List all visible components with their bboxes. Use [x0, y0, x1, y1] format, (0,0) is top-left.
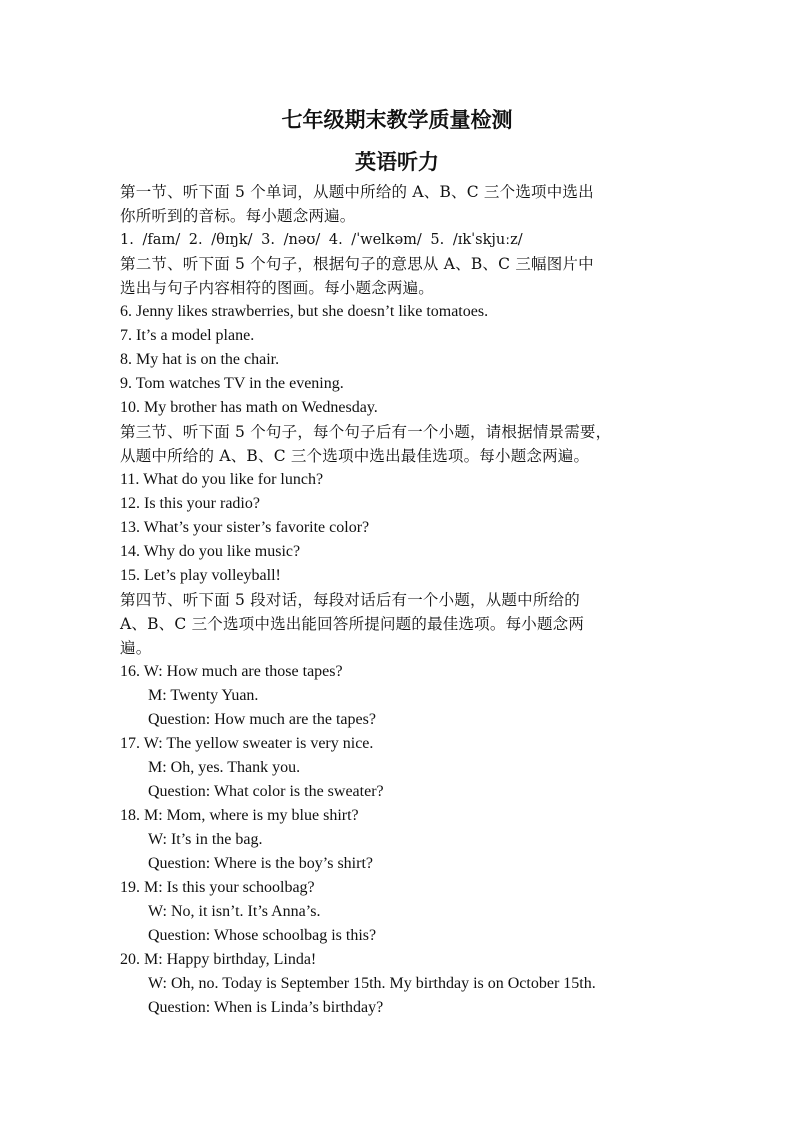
- dialog-17: [120, 732, 680, 804]
- dialog-second-line: W: It’s in the bag.: [148, 831, 263, 848]
- question-item: 13. What’s your sister’s favorite color?: [120, 519, 370, 536]
- dialog-second-line: M: Oh, yes. Thank you.: [148, 759, 301, 776]
- dialog-second-line: M: Twenty Yuan.: [148, 687, 259, 704]
- dialog-question: Question: Where is the boy’s shirt?: [148, 855, 373, 872]
- section2-heading-line1: 第二节、听下面 5 个句子，根据句子的意思从 A、B、C 三幅图片中: [120, 255, 594, 273]
- document-body: [120, 180, 680, 1020]
- section1-phonetics: 1. /faɪn/ 2. /θɪŋk/ 3. /nəʊ/ 4. /ˈwelkəm/ 5. /ɪkˈskjuːz/: [120, 232, 523, 248]
- section4-heading-line1: 第四节、听下面 5 段对话，每段对话后有一个小题，从题中所给的: [120, 591, 580, 609]
- dialog-question: Question: When is Linda’s birthday?: [148, 999, 384, 1016]
- question-item: 11. What do you like for lunch?: [120, 471, 324, 488]
- page-title: 七年级期末教学质量检测: [281, 107, 513, 132]
- dialog-question: Question: What color is the sweater?: [148, 783, 384, 800]
- section3-heading-line2: 从题中所给的 A、B、C 三个选项中选出最佳选项。每小题念两遍。: [120, 447, 590, 465]
- section4-heading-line2: A、B、C 三个选项中选出能回答所提问题的最佳选项。每小题念两: [120, 615, 585, 633]
- page-subtitle: 英语听力: [355, 149, 439, 174]
- dialog-second-line: W: Oh, no. Today is September 15th. My birthday is on October 15th.: [148, 975, 596, 992]
- dialog-first-line: 20. M: Happy birthday, Linda!: [120, 951, 317, 968]
- dialog-19: [120, 876, 680, 948]
- section2-heading-line2: 选出与句子内容相符的图画。每小题念两遍。: [120, 279, 435, 297]
- dialog-question: Question: Whose schoolbag is this?: [148, 927, 377, 944]
- question-item: 8. My hat is on the chair.: [120, 351, 280, 368]
- question-item: 12. Is this your radio?: [120, 495, 260, 512]
- section3-heading-line1: 第三节、听下面 5 个句子，每个句子后有一个小题，请根据情景需要，: [120, 423, 612, 441]
- question-item: 14. Why do you like music?: [120, 543, 301, 560]
- section1-heading-line1: 第一节、听下面 5 个单词，从题中所给的 A、B、C 三个选项中选出: [120, 183, 594, 201]
- question-item: 10. My brother has math on Wednesday.: [120, 399, 378, 416]
- section4-heading-line3: 遍。: [120, 639, 152, 657]
- dialog-first-line: 19. M: Is this your schoolbag?: [120, 879, 315, 896]
- question-item: 7. It’s a model plane.: [120, 327, 255, 344]
- dialog-16: [120, 660, 680, 732]
- section1-heading-line2: 你所听到的音标。每小题念两遍。: [120, 207, 356, 225]
- dialog-question: Question: How much are the tapes?: [148, 711, 376, 728]
- question-item: 15. Let’s play volleyball!: [120, 567, 281, 584]
- dialog-first-line: 18. M: Mom, where is my blue shirt?: [120, 807, 359, 824]
- dialog-18: [120, 804, 680, 876]
- dialog-first-line: 16. W: How much are those tapes?: [120, 663, 343, 680]
- question-item: 9. Tom watches TV in the evening.: [120, 375, 344, 392]
- question-item: 6. Jenny likes strawberries, but she doesn’t like tomatoes.: [120, 303, 489, 320]
- dialog-20: [120, 948, 680, 1020]
- dialog-second-line: W: No, it isn’t. It’s Anna’s.: [148, 903, 321, 920]
- dialog-first-line: 17. W: The yellow sweater is very nice.: [120, 735, 374, 752]
